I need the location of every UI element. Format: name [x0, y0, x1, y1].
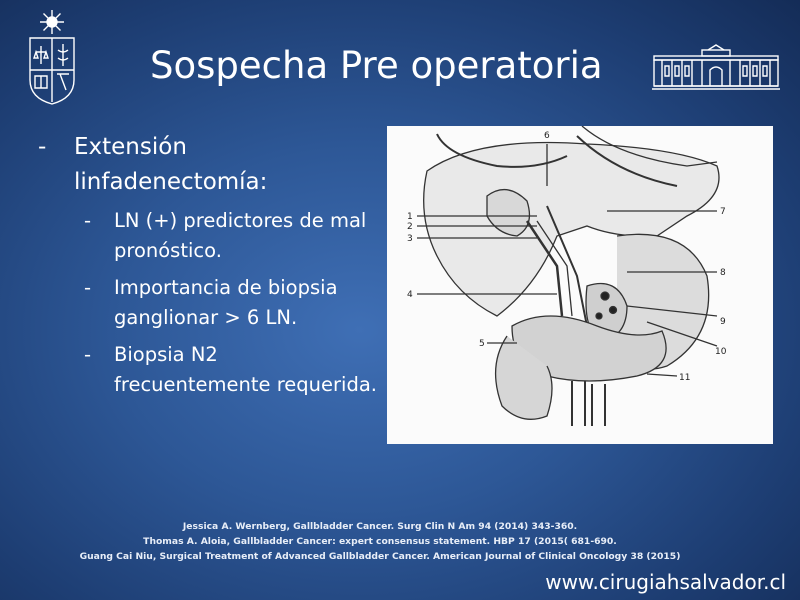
figure-label: 3	[407, 234, 413, 244]
reference-line: Guang Cai Niu, Surgical Treatment of Advanced Gallbladder Cancer. American Journal of Clinical Oncology 38 (2015)	[79, 551, 681, 562]
sub-bullet-text: Biopsia N2 frecuentemente requerida.	[114, 343, 378, 396]
anatomy-illustration	[387, 126, 773, 444]
reference-line: Thomas A. Aloia, Gallbladder Cancer: expert consensus statement. HBP 17 (2015( 681-690.	[143, 536, 617, 547]
bullet-dash: -	[84, 276, 92, 299]
figure-label: 9	[720, 317, 726, 327]
bullet-dash: -	[38, 134, 47, 160]
bullet-list	[38, 130, 378, 407]
figure-label: 8	[720, 268, 726, 278]
references	[60, 519, 700, 564]
star-icon	[40, 10, 64, 34]
liver-gallbladder-drawing	[387, 126, 773, 444]
university-crest-logo	[22, 8, 82, 108]
bullet-level1	[38, 130, 378, 200]
bullet-text: Extensión linfadenectomía:	[74, 134, 268, 195]
figure-label: 1	[407, 212, 413, 222]
figure-label: 2	[407, 222, 413, 232]
figure-label: 7	[720, 207, 726, 217]
bullet-dash: -	[84, 209, 92, 232]
sub-bullet	[84, 273, 378, 333]
website-url: www.cirugiahsalvador.cl	[545, 570, 786, 594]
sub-bullet-text: LN (+) predictores de mal pronóstico.	[114, 209, 367, 262]
slide-title: Sospecha Pre operatoria	[150, 44, 603, 87]
sub-bullet	[84, 340, 378, 400]
sub-bullet	[84, 206, 378, 266]
sub-bullet-text: Importancia de biopsia ganglionar > 6 LN.	[114, 276, 338, 329]
reference-line: Jessica A. Wernberg, Gallbladder Cancer. Surg Clin N Am 94 (2014) 343-360.	[182, 521, 578, 532]
figure-label: 10	[715, 347, 727, 357]
figure-label: 4	[407, 290, 413, 300]
figure-label: 11	[679, 373, 691, 383]
hospital-building-logo	[652, 44, 780, 90]
figure-label: 6	[544, 131, 550, 141]
figure-label: 5	[479, 339, 485, 349]
bullet-dash: -	[84, 343, 92, 366]
